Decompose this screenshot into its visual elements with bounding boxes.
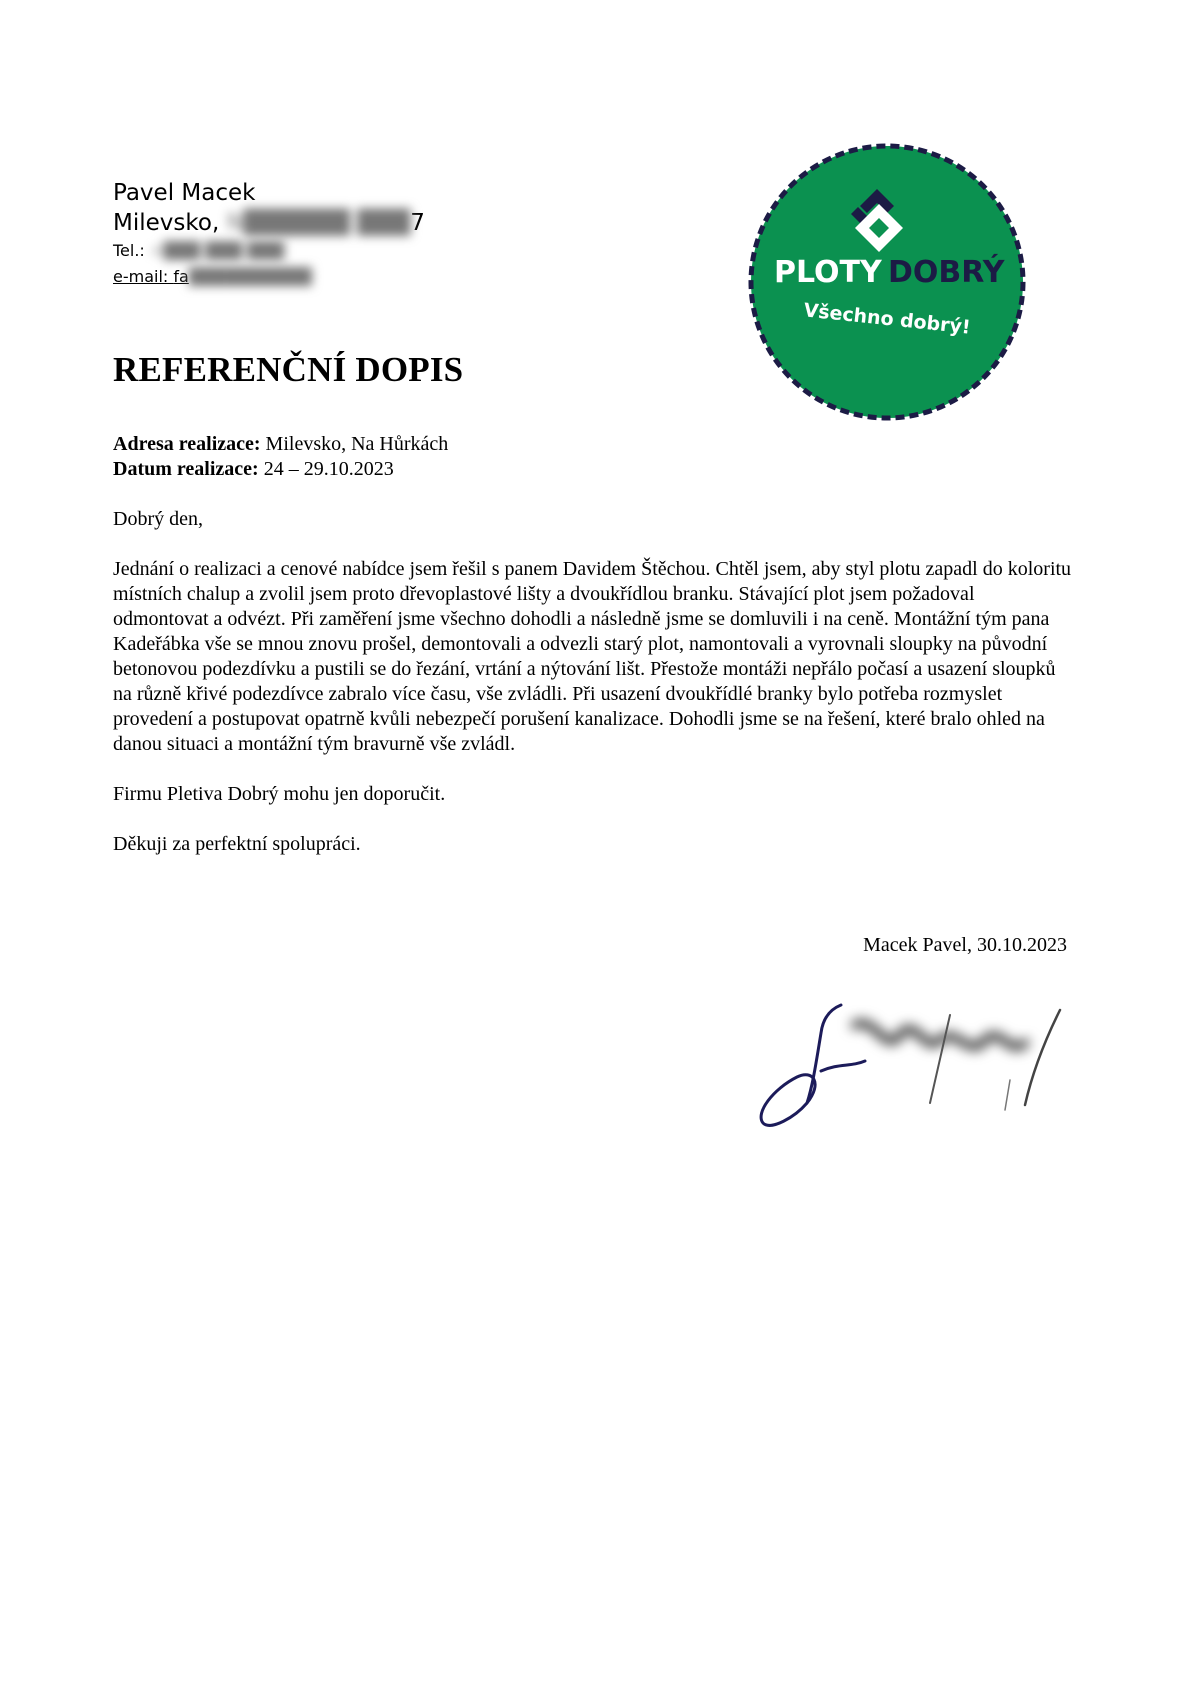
email-prefix: fa — [173, 267, 189, 286]
date-label: Datum realizace: — [113, 458, 259, 480]
date-value: 24 – 29.10.2023 — [258, 458, 394, 480]
greeting: Dobrý den, — [113, 508, 203, 530]
email-redacted: ██████████ — [188, 267, 312, 286]
phone-label: Tel.: — [113, 241, 150, 260]
sender-phone — [113, 238, 425, 264]
sender-name: Pavel Macek — [113, 180, 256, 206]
logo-slogan: Všechno dobrý! — [802, 299, 972, 339]
signature-redacted-part — [855, 1023, 1025, 1046]
address-value: Milevsko, Na Hůrkách — [260, 433, 449, 455]
phone-redacted: +███ ███ ███ — [149, 241, 285, 260]
recommendation: Firmu Pletiva Dobrý mohu jen doporučit. — [113, 783, 446, 805]
page-title: REFERENČNÍ DOPIS — [113, 350, 464, 389]
sender-email — [113, 264, 425, 290]
signoff: Macek Pavel, 30.10.2023 — [863, 934, 1067, 956]
sender-address — [113, 208, 425, 238]
main-paragraph: Jednání o realizaci a cenové nabídce jsem řešil s panem Davidem Štěchou. Chtěl jsem, aby styl plotu zapadl do koloritu místních chalup a zvolil jsem proto dřevoplastové lišty a dvoukřídlou branku. Stávající plot jsem požadoval odmontovat a odvézt. Při zaměření jsme všechno dohodli a následně jsme se domluvili i na ceně. Montážní tým pana Kadeřábka vše se mnou znovu prošel, demontovali a odvezli starý plot, namontovali a vyrovnali sloupky na původní betonovou podezdívku a pustili se do řezání, vrtání a nýtování lišt. Přestože montáži nepřálo počasí a usazení sloupků na různě křivé podezdívce zabralo více času, vše zvládli. Při usazení dvoukřídlé branky bylo potřeba rozmyslet provedení a postupovat opatrně kvůli nebezpečí porušení kanalizace. Dohodli jsme se na řešení, které bralo ohled na danou situaci a montážní tým bravurně vše zvládl. — [113, 558, 1072, 755]
sender-address-redacted: N██████ ███ — [226, 210, 411, 236]
email-label: e-mail: — [113, 267, 174, 286]
handwritten-signature — [755, 985, 1085, 1135]
address-row — [113, 432, 1073, 457]
sender-address-suffix: 7 — [410, 210, 425, 236]
ploty-dobry-logo — [747, 142, 1027, 422]
sender-block — [113, 178, 425, 290]
sender-city: Milevsko, — [113, 210, 227, 236]
logo-brand-left: PLOTY — [774, 255, 882, 290]
date-row — [113, 457, 1073, 482]
thanks: Děkuji za perfektní spolupráci. — [113, 833, 361, 855]
letter-body — [113, 432, 1073, 857]
address-label: Adresa realizace: — [113, 433, 261, 455]
logo-brand-right: DOBRÝ — [888, 255, 1005, 290]
